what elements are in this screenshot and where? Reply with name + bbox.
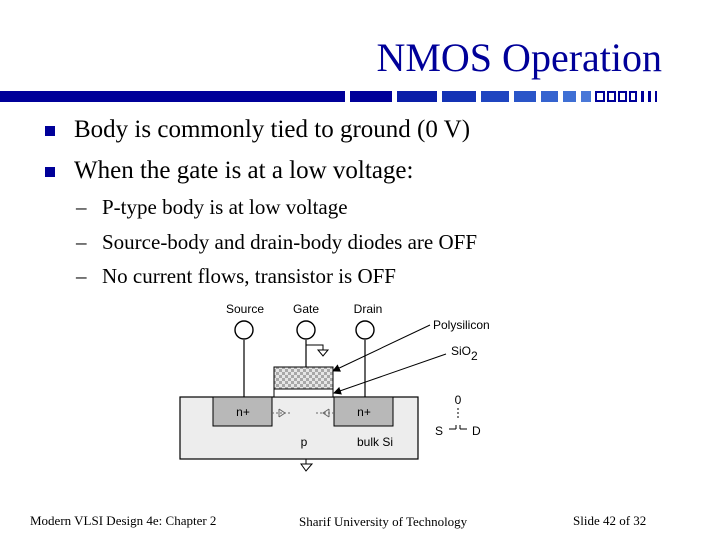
polysilicon-gate (274, 367, 333, 389)
gate-terminal-icon (297, 321, 315, 339)
sub-bullet-text: P-type body is at low voltage (102, 195, 348, 219)
open-switch-icon (449, 408, 467, 429)
polysilicon-callout-arrow (333, 325, 430, 371)
dash-bullet: – (76, 264, 87, 288)
dash-bullet: – (76, 230, 87, 254)
gate-label: Gate (292, 302, 320, 316)
slide-title: NMOS Operation (376, 35, 662, 80)
source-label: Source (225, 302, 265, 316)
drain-terminal-icon (356, 321, 374, 339)
source-terminal-icon (235, 321, 253, 339)
sub-bullet-text: Source-body and drain-body diodes are OFF (102, 230, 478, 254)
footer-center: Sharif University of Technology (299, 514, 468, 529)
body-ground-icon (301, 464, 312, 471)
gate-oxide (274, 389, 333, 397)
source-diffusion-label: n+ (236, 405, 250, 419)
gate-ground-icon (318, 350, 328, 356)
footer-left: Modern VLSI Design 4e: Chapter 2 (30, 513, 217, 528)
body-label: p (300, 435, 308, 449)
switch-source-label: S (435, 424, 444, 438)
bullet-text: Body is commonly tied to ground (0 V) (74, 116, 471, 143)
switch-state-label: 0 (454, 393, 462, 407)
sio2-label-base: SiO (451, 344, 472, 358)
sio2-label-subscript: 2 (471, 349, 478, 363)
polysilicon-label: Polysilicon (433, 318, 490, 332)
bullet-text: When the gate is at a low voltage: (74, 157, 414, 184)
sio2-callout-arrow (334, 354, 446, 393)
dash-bullet: – (76, 195, 87, 219)
drain-label: Drain (353, 302, 383, 316)
bulk-label: bulk Si (357, 435, 394, 449)
sio2-label (451, 344, 478, 363)
switch-drain-label: D (472, 424, 481, 438)
sub-bullet-text: No current flows, transistor is OFF (102, 264, 396, 288)
drain-diffusion-label: n+ (357, 405, 371, 419)
slide-number: Slide 42 of 32 (573, 513, 647, 528)
